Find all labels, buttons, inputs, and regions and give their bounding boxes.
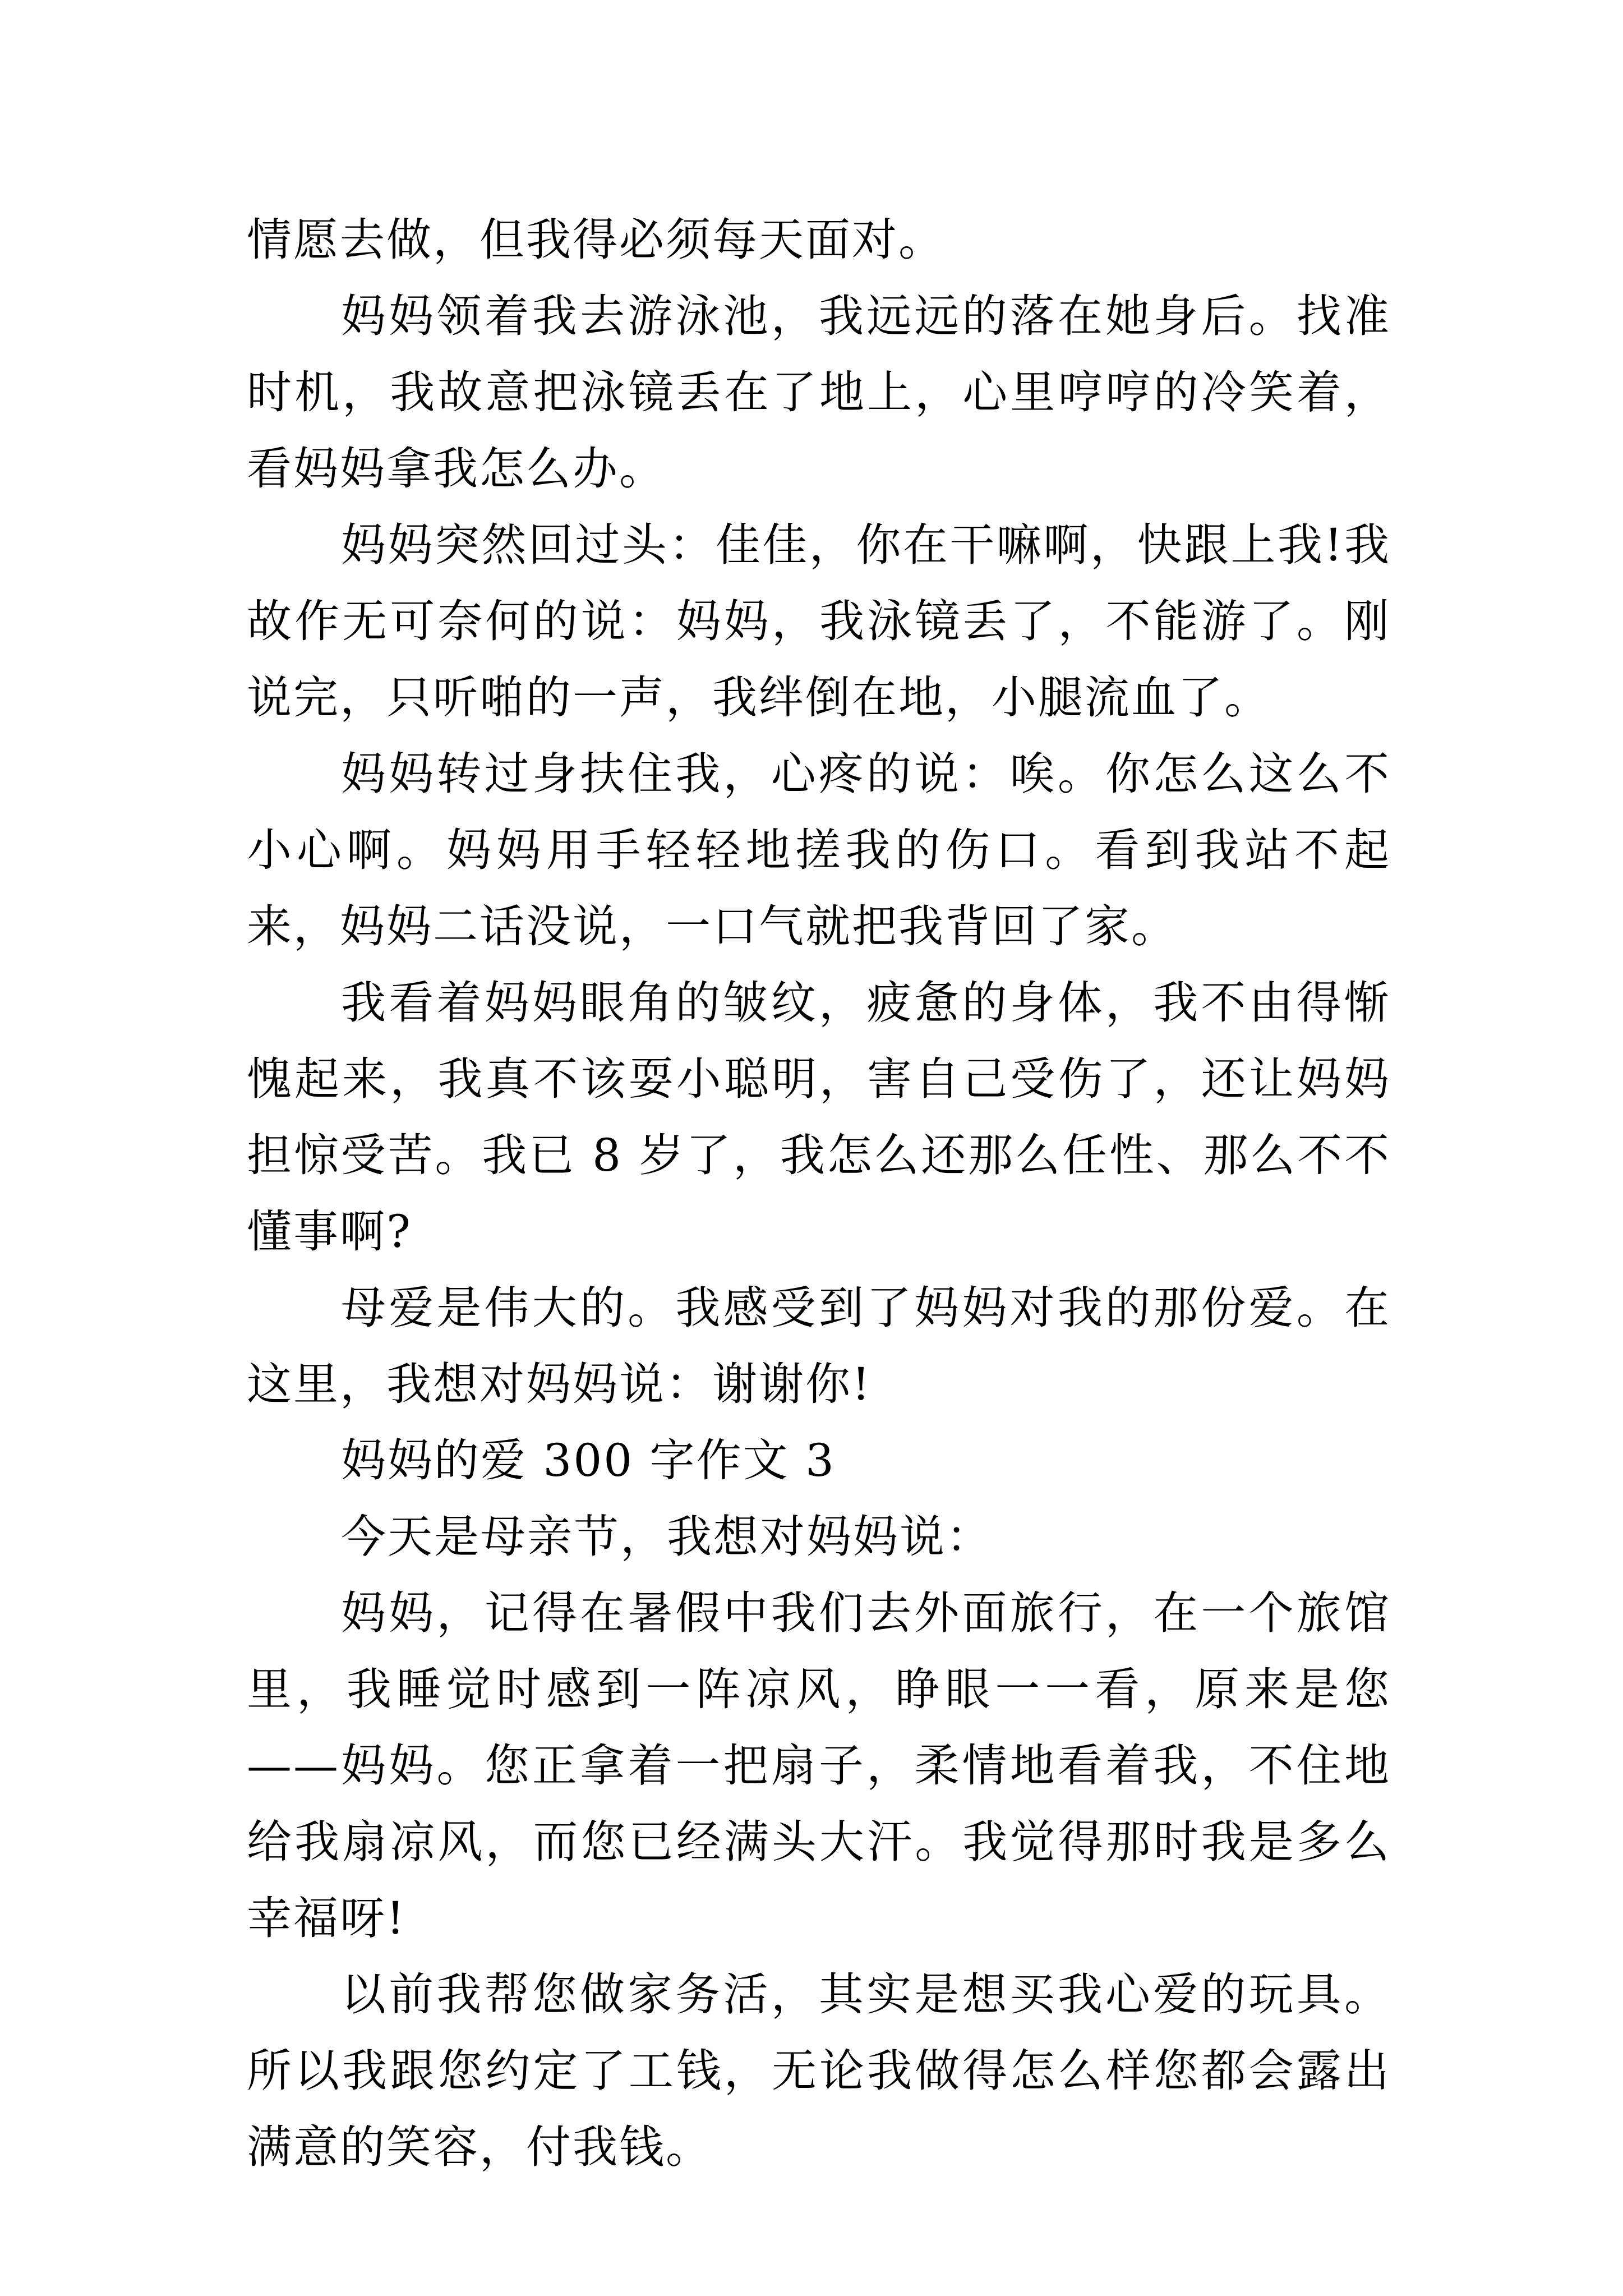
paragraph-9: 妈妈，记得在暑假中我们去外面旅行，在一个旅馆里，我睡觉时感到一阵凉风，睁眼一一看，原来是您——妈妈。您正拿着一把扇子，柔情地看着我，不住地给我扇凉风，而您已经满头大汗。我觉得那时我是多么幸福呀! — [247, 1587, 1391, 1944]
paragraph-8: 今天是母亲节，我想对妈妈说： — [341, 1511, 993, 1563]
paragraph-4: 妈妈转过身扶住我，心疼的说：唉。你怎么这么不小心啊。妈妈用手轻轻地搓我的伤口。看到我站不起来，妈妈二话没说，一口气就把我背回了家。 — [247, 748, 1391, 953]
paragraph-5: 我看着妈妈眼角的皱纹，疲惫的身体，我不由得惭愧起来，我真不该耍小聪明，害自己受伤了，还让妈妈担惊受苦。我已 8 岁了，我怎么还那么任性、那么不不懂事啊? — [247, 977, 1391, 1258]
paragraph-6: 母爱是伟大的。我感受到了妈妈对我的那份爱。在这里，我想对妈妈说：谢谢你! — [247, 1282, 1391, 1410]
paragraph-10: 以前我帮您做家务活，其实是想买我心爱的玩具。所以我跟您约定了工钱，无论我做得怎么样您都会露出满意的笑容，付我钱。 — [247, 1968, 1391, 2173]
section-heading: 妈妈的爱 300 字作文 3 — [341, 1434, 836, 1487]
paragraph-3: 妈妈突然回过头：佳佳，你在干嘛啊，快跟上我!我故作无可奈何的说：妈妈，我泳镜丢了，不能游了。刚说完，只听啪的一声，我绊倒在地，小腿流血了。 — [247, 519, 1391, 724]
paragraph-1: 情愿去做，但我得必须每天面对。 — [247, 214, 945, 266]
document-body — [247, 202, 1391, 2185]
paragraph-2: 妈妈领着我去游泳池，我远远的落在她身后。找准时机，我故意把泳镜丢在了地上，心里哼哼的冷笑着，看妈妈拿我怎么办。 — [247, 290, 1391, 495]
